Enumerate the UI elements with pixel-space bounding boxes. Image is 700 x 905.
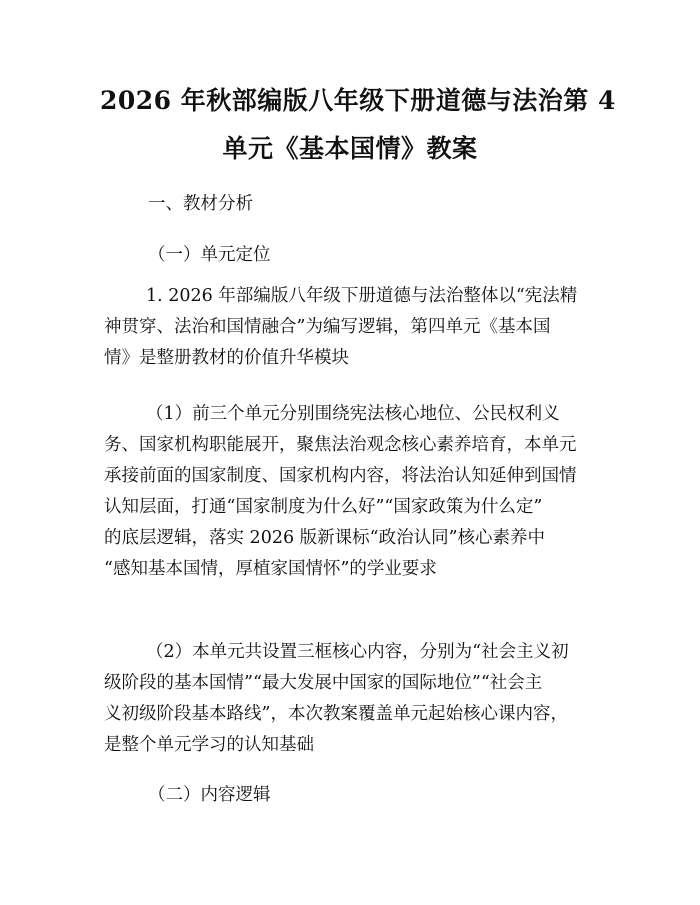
document-title-line-2: 单元《基本国情》教案: [222, 134, 478, 163]
subsection-heading-content-logic: （二）内容逻辑: [148, 785, 271, 805]
paragraph-line: 1. 2026 年部编版八年级下册道德与法治整体以“宪法精: [146, 286, 578, 306]
paragraph-line: 务、国家机构职能展开，聚焦法治观念核心素养培育，本单元: [104, 435, 577, 455]
subsection-heading-unit-positioning: （一）单元定位: [148, 245, 271, 265]
paragraph-line: 情》是整册教材的价值升华模块: [104, 348, 349, 368]
paragraph-line: “感知基本国情，厚植家国情怀”的学业要求: [104, 559, 437, 579]
paragraph-point-1: [104, 399, 600, 585]
paragraph-line: 级阶段的基本国情”“最大发展中国家的国际地位”“社会主: [104, 673, 543, 693]
document-title-line-1: 2026 年秋部编版八年级下册道德与法治第 4: [100, 86, 616, 115]
section-heading-textbook-analysis: 一、教材分析: [148, 194, 253, 214]
paragraph-line: 义初级阶段基本路线”，本次教案覆盖单元起始核心课内容，: [104, 704, 568, 724]
paragraph-unit-overview: [104, 281, 600, 374]
paragraph-line: 的底层逻辑，落实 2026 版新课标“政治认同”核心素养中: [104, 528, 546, 548]
paragraph-line: 承接前面的国家制度、国家机构内容，将法治认知延伸到国情: [104, 466, 577, 486]
paragraph-line: 是整个单元学习的认知基础: [104, 735, 314, 755]
paragraph-line: 认知层面，打通“国家制度为什么好”“国家政策为什么定”: [104, 497, 543, 517]
paragraph-line: 神贯穿、法治和国情融合”为编写逻辑，第四单元《基本国: [104, 317, 551, 337]
paragraph-line: （1）前三个单元分别围绕宪法核心地位、公民权利义: [146, 404, 560, 424]
paragraph-line: （2）本单元共设置三框核心内容，分别为“社会主义初: [146, 642, 569, 662]
paragraph-point-2: [104, 637, 600, 761]
